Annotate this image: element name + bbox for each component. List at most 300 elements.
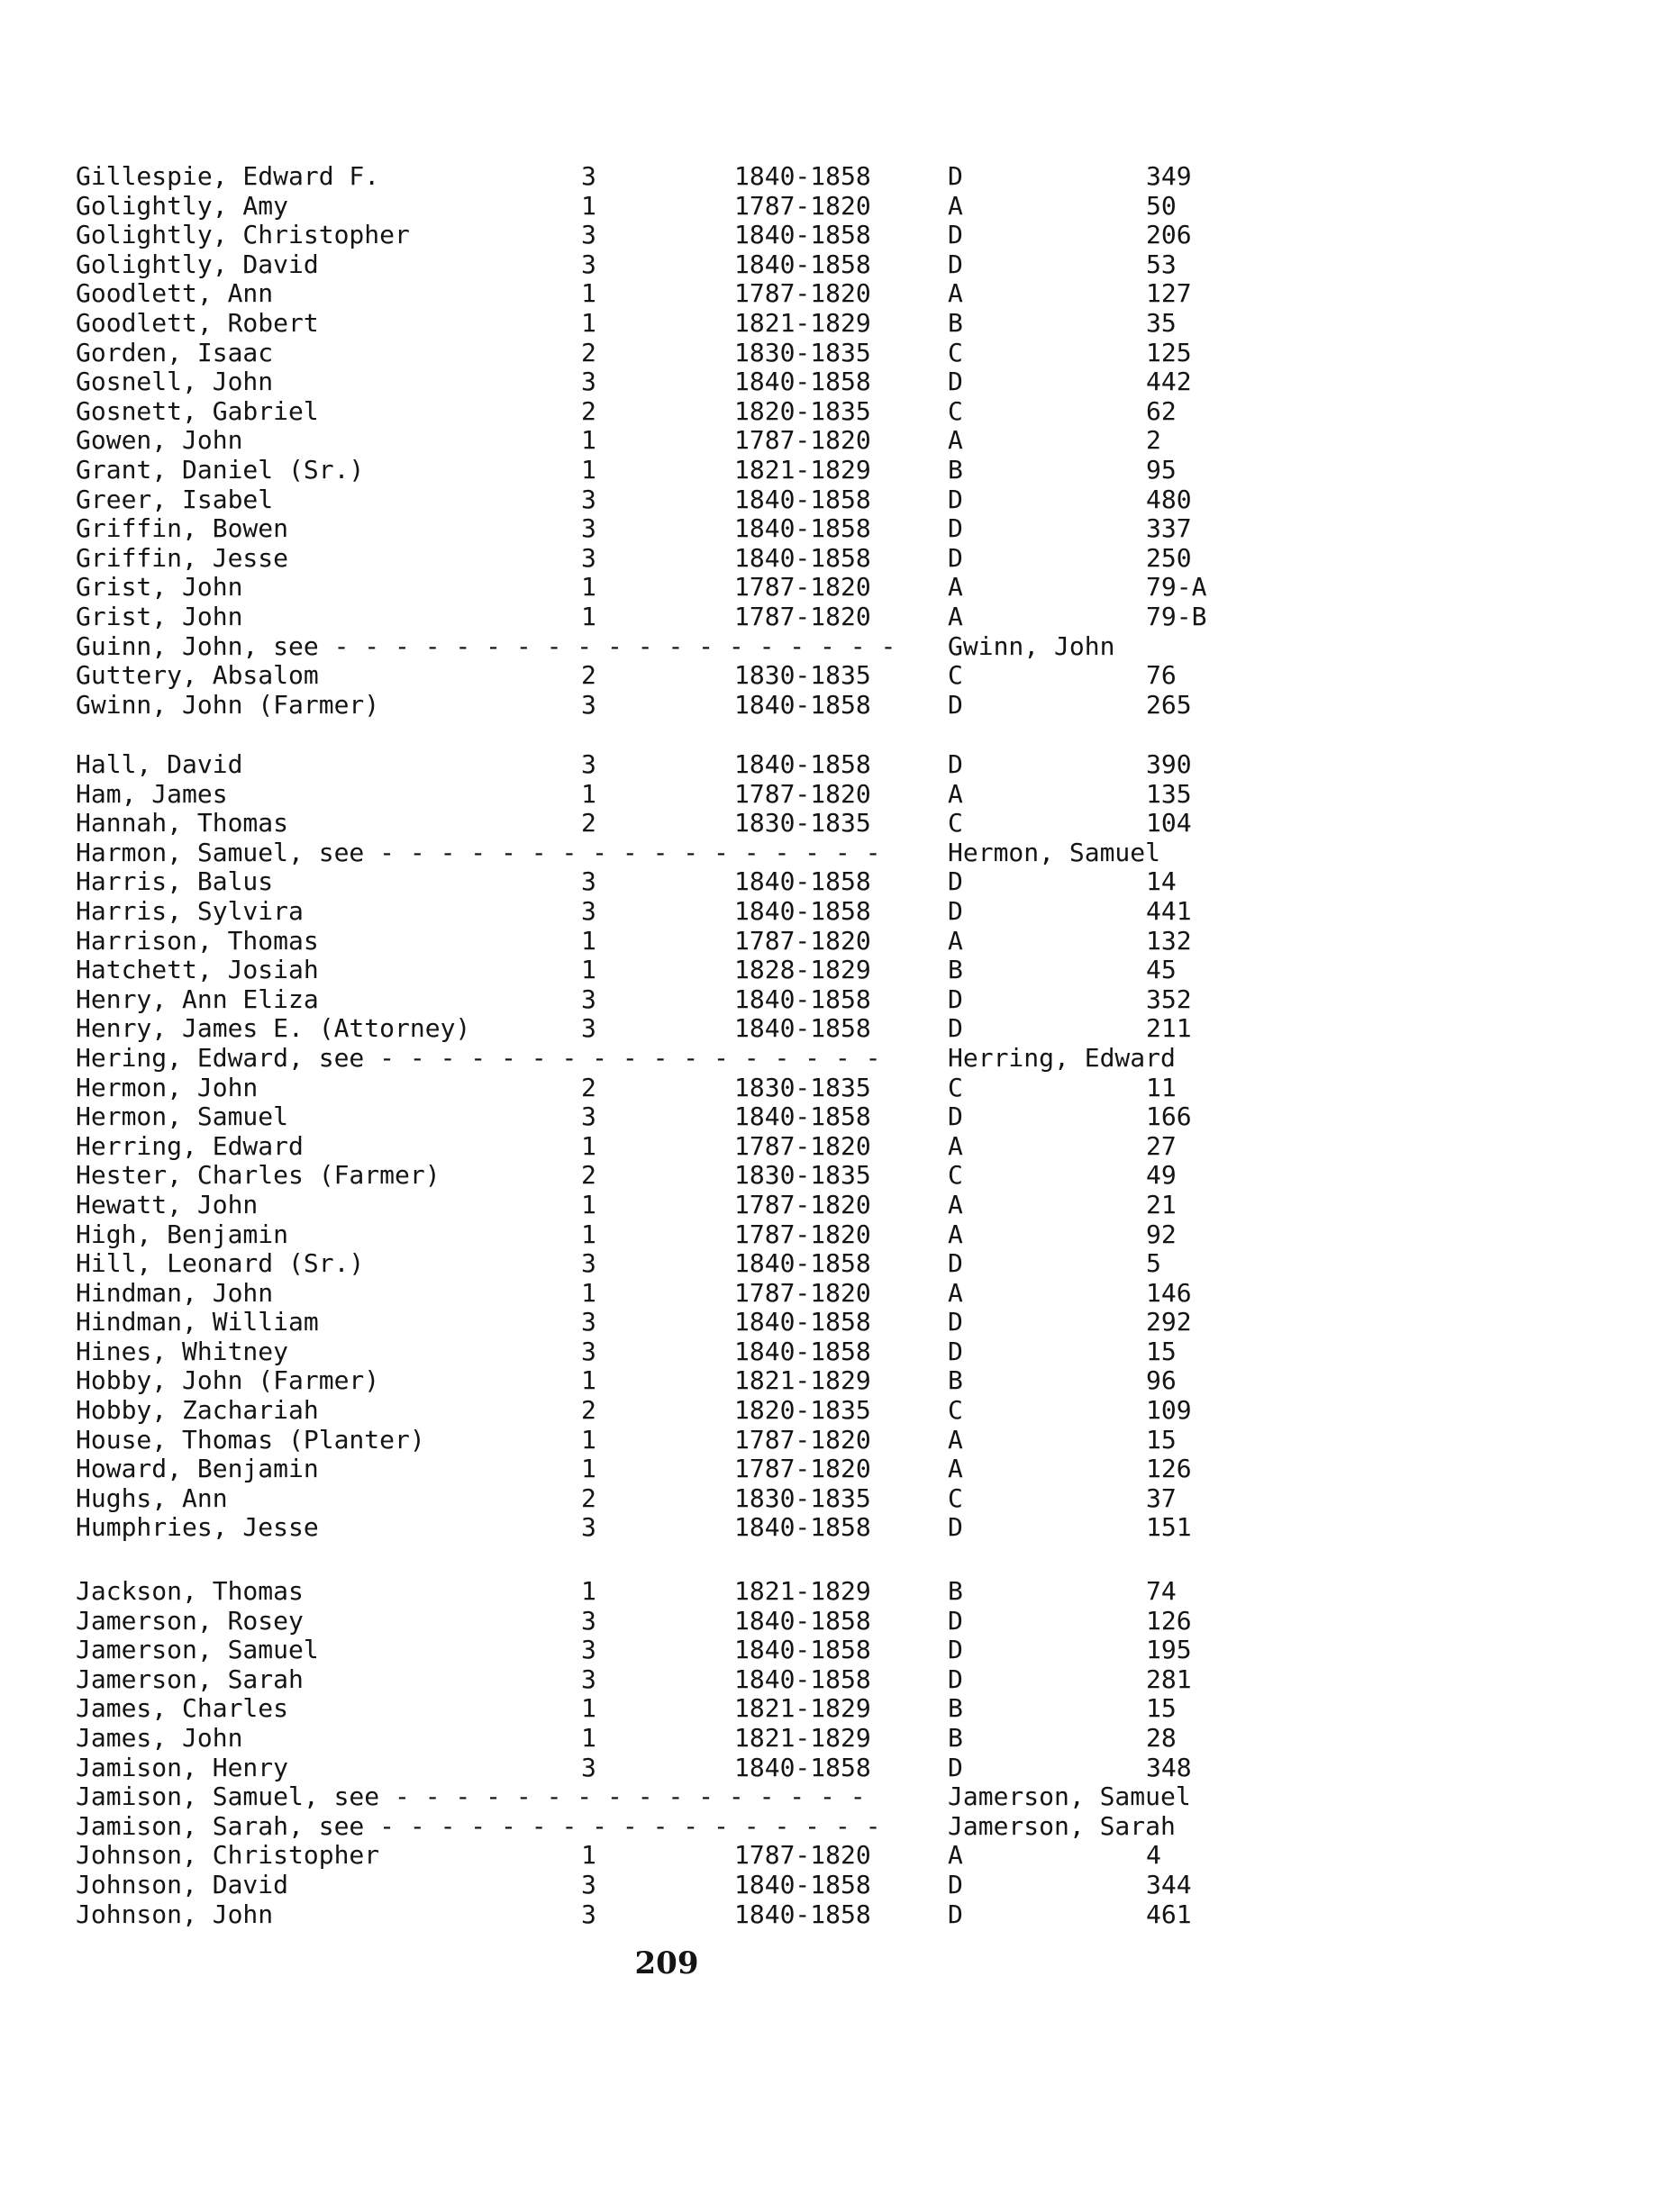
year-range: 1787-1820 [734,1454,871,1484]
page-reference: 74 [1146,1576,1177,1606]
index-row [0,1513,1664,1543]
entry-name: Hindman, John [76,1277,274,1308]
page-reference: 28 [1146,1722,1177,1753]
year-range: 1820-1835 [734,395,871,426]
page-reference: 109 [1146,1395,1192,1426]
index-row [0,1161,1664,1191]
cross-reference-text: Hering, Edward, see - - - - - - - - - - - - - - - - - [76,1042,881,1073]
section-letter: A [948,1130,963,1161]
year-range: 1840-1858 [734,984,871,1014]
cross-reference-row [0,632,1664,662]
entry-name: Hobby, John (Farmer) [76,1365,380,1396]
section-letter: D [948,542,963,573]
entry-name: Harrison, Thomas [76,925,319,956]
entry-name: Gosnell, John [76,367,274,397]
page-reference: 92 [1146,1219,1177,1249]
index-row [0,691,1664,721]
volume-number: 1 [581,278,596,309]
index-row [0,1900,1664,1930]
page-reference: 49 [1146,1160,1177,1191]
entry-name: Guttery, Absalom [76,660,319,691]
index-row [0,367,1664,397]
year-range: 1821-1829 [734,1576,871,1606]
year-range: 1830-1835 [734,1482,871,1513]
year-range: 1840-1858 [734,689,871,720]
index-row [0,1396,1664,1426]
index-row [0,897,1664,927]
volume-number: 1 [581,1693,596,1724]
page-reference: 37 [1146,1482,1177,1513]
volume-number: 1 [581,925,596,956]
index-row [0,1426,1664,1455]
year-range: 1821-1829 [734,1365,871,1396]
entry-name: Hobby, Zachariah [76,1395,319,1426]
year-range: 1840-1858 [734,249,871,279]
entry-name: Grist, John [76,572,243,603]
index-row [0,927,1664,956]
index-row [0,339,1664,368]
year-range: 1787-1820 [734,278,871,309]
volume-number: 3 [581,1869,596,1899]
page-reference: 104 [1146,808,1192,839]
section-letter: A [948,925,963,956]
year-range: 1787-1820 [734,1277,871,1308]
volume-number: 3 [581,1013,596,1044]
section-letter: B [948,454,963,485]
year-range: 1840-1858 [734,1248,871,1279]
section-letter: B [948,1693,963,1724]
page-reference: 14 [1146,866,1177,897]
page-reference: 442 [1146,367,1192,397]
year-range: 1787-1820 [734,1840,871,1871]
section-letter: C [948,660,963,691]
volume-number: 3 [581,866,596,897]
volume-number: 2 [581,808,596,839]
year-range: 1828-1829 [734,955,871,985]
index-row [0,1014,1664,1044]
entry-name: Goodlett, Robert [76,307,319,338]
page-reference: 45 [1146,955,1177,985]
cross-reference-row [0,1782,1664,1812]
cross-reference-target: Hermon, Samuel [948,837,1161,867]
year-range: 1840-1858 [734,220,871,250]
entry-name: Jackson, Thomas [76,1576,304,1606]
index-row [0,1484,1664,1514]
page-reference: 125 [1146,337,1192,367]
year-range: 1787-1820 [734,1424,871,1455]
page-reference: 480 [1146,484,1192,514]
page-reference: 292 [1146,1307,1192,1337]
index-row [0,1220,1664,1250]
volume-number: 2 [581,395,596,426]
entry-name: Howard, Benjamin [76,1454,319,1484]
page-reference: 344 [1146,1869,1192,1899]
entry-name: High, Benjamin [76,1219,289,1249]
cross-reference-row [0,1044,1664,1074]
year-range: 1830-1835 [734,660,871,691]
entry-name: Grist, John [76,601,243,631]
section-letter: D [948,749,963,779]
section-letter: B [948,307,963,338]
index-row [0,1308,1664,1337]
volume-number: 3 [581,749,596,779]
volume-number: 2 [581,660,596,691]
entry-name: Jamerson, Sarah [76,1664,304,1694]
index-row [0,1724,1664,1754]
entry-name: Griffin, Jesse [76,542,289,573]
index-row [0,1607,1664,1636]
page-reference: 265 [1146,689,1192,720]
year-range: 1840-1858 [734,1013,871,1044]
year-range: 1840-1858 [734,1605,871,1636]
entry-name: Hewatt, John [76,1189,259,1219]
index-row [0,309,1664,339]
section-letter: D [948,161,963,191]
section-letter: D [948,220,963,250]
page-reference: 62 [1146,395,1177,426]
volume-number: 3 [581,513,596,544]
year-range: 1840-1858 [734,161,871,191]
section-letter: B [948,1365,963,1396]
entry-name: Jamison, Henry [76,1752,289,1782]
index-row [0,1455,1664,1484]
section-letter: A [948,425,963,456]
index-row [0,1191,1664,1220]
volume-number: 2 [581,1072,596,1102]
section-letter: D [948,484,963,514]
page-reference: 79-A [1146,572,1207,603]
entry-name: Harris, Sylvira [76,895,304,926]
year-range: 1840-1858 [734,866,871,897]
year-range: 1840-1858 [734,1307,871,1337]
volume-number: 1 [581,1130,596,1161]
section-letter: A [948,572,963,603]
page-reference: 4 [1146,1840,1161,1871]
page-reference: 15 [1146,1693,1177,1724]
section-letter: D [948,1664,963,1694]
entry-name: Henry, Ann Eliza [76,984,319,1014]
entry-name: Grant, Daniel (Sr.) [76,454,365,485]
entry-name: Harris, Balus [76,866,274,897]
cross-reference-target: Herring, Edward [948,1042,1176,1073]
section-letter: D [948,1512,963,1543]
index-row [0,514,1664,544]
page-reference: 15 [1146,1336,1177,1366]
section-letter: A [948,778,963,809]
page-reference: 50 [1146,190,1177,221]
cross-reference-text: Jamison, Sarah, see - - - - - - - - - - - - - - - - - [76,1810,881,1841]
page-number: 209 [634,1945,699,1981]
year-range: 1787-1820 [734,925,871,956]
entry-name: Gowen, John [76,425,243,456]
index-group-h [0,750,1664,1543]
year-range: 1840-1858 [734,367,871,397]
index-row [0,985,1664,1015]
entry-name: Hughs, Ann [76,1482,228,1513]
volume-number: 3 [581,1664,596,1694]
page-reference: 281 [1146,1664,1192,1694]
entry-name: Greer, Isabel [76,484,274,514]
index-row [0,1754,1664,1783]
entry-name: Hall, David [76,749,243,779]
page-reference: 146 [1146,1277,1192,1308]
entry-name: House, Thomas (Planter) [76,1424,425,1455]
section-letter: C [948,337,963,367]
volume-number: 3 [581,1101,596,1132]
volume-number: 3 [581,1512,596,1543]
index-row [0,1694,1664,1724]
index-row [0,397,1664,427]
year-range: 1840-1858 [734,895,871,926]
volume-number: 1 [581,1277,596,1308]
year-range: 1787-1820 [734,572,871,603]
section-letter: D [948,249,963,279]
entry-name: Gillespie, Edward F. [76,161,380,191]
volume-number: 3 [581,220,596,250]
year-range: 1820-1835 [734,1395,871,1426]
entry-name: Hermon, Samuel [76,1101,289,1132]
volume-number: 3 [581,1307,596,1337]
section-letter: D [948,1336,963,1366]
year-range: 1821-1829 [734,454,871,485]
entry-name: James, Charles [76,1693,289,1724]
section-letter: A [948,1189,963,1219]
volume-number: 3 [581,484,596,514]
volume-number: 1 [581,1454,596,1484]
index-row [0,485,1664,515]
page-reference: 195 [1146,1635,1192,1665]
page-reference: 151 [1146,1512,1192,1543]
section-letter: A [948,278,963,309]
entry-name: Jamerson, Samuel [76,1635,319,1665]
entry-name: Herring, Edward [76,1130,304,1161]
year-range: 1821-1829 [734,307,871,338]
entry-name: Jamerson, Rosey [76,1605,304,1636]
section-letter: D [948,1752,963,1782]
entry-name: Goodlett, Ann [76,278,274,309]
year-range: 1787-1820 [734,601,871,631]
index-row [0,1841,1664,1871]
entry-name: Johnson, John [76,1899,274,1929]
index-row [0,750,1664,780]
year-range: 1787-1820 [734,190,871,221]
index-row [0,1636,1664,1665]
year-range: 1840-1858 [734,542,871,573]
volume-number: 3 [581,1752,596,1782]
section-letter: A [948,601,963,631]
volume-number: 3 [581,1635,596,1665]
cross-reference-target: Jamerson, Samuel [948,1781,1191,1812]
volume-number: 3 [581,1899,596,1929]
year-range: 1830-1835 [734,808,871,839]
entry-name: Golightly, David [76,249,319,279]
year-range: 1787-1820 [734,1219,871,1249]
entry-name: Golightly, Amy [76,190,289,221]
index-row [0,456,1664,485]
section-letter: B [948,1722,963,1753]
year-range: 1787-1820 [734,1189,871,1219]
entry-name: Hester, Charles (Farmer) [76,1160,441,1191]
index-row [0,956,1664,985]
page-reference: 337 [1146,513,1192,544]
section-letter: D [948,367,963,397]
section-letter: D [948,984,963,1014]
page-reference: 352 [1146,984,1192,1014]
page-reference: 390 [1146,749,1192,779]
year-range: 1840-1858 [734,513,871,544]
year-range: 1840-1858 [734,1336,871,1366]
volume-number: 1 [581,425,596,456]
volume-number: 1 [581,1424,596,1455]
section-letter: A [948,1277,963,1308]
index-row [0,1665,1664,1695]
section-letter: D [948,1307,963,1337]
entry-name: Ham, James [76,778,228,809]
section-letter: D [948,513,963,544]
volume-number: 1 [581,955,596,985]
volume-number: 3 [581,249,596,279]
index-row [0,1366,1664,1396]
year-range: 1840-1858 [734,1101,871,1132]
index-row [0,162,1664,192]
section-letter: A [948,1424,963,1455]
section-letter: D [948,1869,963,1899]
entry-name: Henry, James E. (Attorney) [76,1013,471,1044]
page-reference: 461 [1146,1899,1192,1929]
volume-number: 3 [581,542,596,573]
section-letter: D [948,895,963,926]
page-reference: 35 [1146,307,1177,338]
volume-number: 3 [581,1336,596,1366]
entry-name: Griffin, Bowen [76,513,289,544]
volume-number: 1 [581,454,596,485]
page-reference: 15 [1146,1424,1177,1455]
cross-reference-target: Jamerson, Sarah [948,1810,1176,1841]
section-letter: D [948,1248,963,1279]
year-range: 1830-1835 [734,337,871,367]
volume-number: 1 [581,1576,596,1606]
cross-reference-target: Gwinn, John [948,630,1115,661]
volume-number: 2 [581,337,596,367]
cross-reference-text: Harmon, Samuel, see - - - - - - - - - - - - - - - - - [76,837,881,867]
section-letter: B [948,1576,963,1606]
section-letter: C [948,1395,963,1426]
index-row [0,279,1664,309]
year-range: 1840-1858 [734,1635,871,1665]
section-letter: C [948,1072,963,1102]
year-range: 1840-1858 [734,749,871,779]
year-range: 1840-1858 [734,1752,871,1782]
entry-name: Hermon, John [76,1072,259,1102]
index-row [0,1102,1664,1132]
index-row [0,1132,1664,1162]
section-letter: D [948,1101,963,1132]
year-range: 1840-1858 [734,1664,871,1694]
entry-name: Hindman, William [76,1307,319,1337]
volume-number: 2 [581,1482,596,1513]
entry-name: Hannah, Thomas [76,808,289,839]
page-reference: 132 [1146,925,1192,956]
index-group-j [0,1577,1664,1929]
page-reference: 127 [1146,278,1192,309]
index-row [0,544,1664,574]
year-range: 1821-1829 [734,1693,871,1724]
entry-name: Hatchett, Josiah [76,955,319,985]
index-row [0,192,1664,222]
page-reference: 166 [1146,1101,1192,1132]
volume-number: 1 [581,1722,596,1753]
index-row [0,1337,1664,1367]
page-reference: 135 [1146,778,1192,809]
volume-number: 1 [581,307,596,338]
volume-number: 1 [581,601,596,631]
cross-reference-text: Guinn, John, see - - - - - - - - - - - - - - - - - - - [76,630,896,661]
index-group-g [0,162,1664,720]
year-range: 1821-1829 [734,1722,871,1753]
page-reference: 441 [1146,895,1192,926]
page-reference: 211 [1146,1013,1192,1044]
page-reference: 250 [1146,542,1192,573]
entry-name: Gwinn, John (Farmer) [76,689,380,720]
volume-number: 1 [581,1189,596,1219]
volume-number: 3 [581,1605,596,1636]
volume-number: 1 [581,778,596,809]
entry-name: Hill, Leonard (Sr.) [76,1248,365,1279]
page-reference: 206 [1146,220,1192,250]
section-letter: D [948,689,963,720]
page-reference: 95 [1146,454,1177,485]
index-row [0,221,1664,250]
cross-reference-row [0,839,1664,868]
section-letter: A [948,1840,963,1871]
index-row [0,1279,1664,1309]
section-letter: D [948,866,963,897]
year-range: 1840-1858 [734,1869,871,1899]
volume-number: 1 [581,1840,596,1871]
volume-number: 3 [581,161,596,191]
volume-number: 3 [581,367,596,397]
volume-number: 3 [581,689,596,720]
index-row [0,1074,1664,1103]
section-letter: C [948,808,963,839]
page-reference: 5 [1146,1248,1161,1279]
year-range: 1787-1820 [734,1130,871,1161]
volume-number: 1 [581,1219,596,1249]
page-reference: 27 [1146,1130,1177,1161]
section-letter: D [948,1899,963,1929]
index-row [0,1249,1664,1279]
entry-name: Johnson, David [76,1869,289,1899]
section-letter: A [948,190,963,221]
index-row [0,1871,1664,1900]
page-reference: 96 [1146,1365,1177,1396]
entry-name: Johnson, Christopher [76,1840,380,1871]
year-range: 1787-1820 [734,425,871,456]
entry-name: Gosnett, Gabriel [76,395,319,426]
page-reference: 76 [1146,660,1177,691]
section-letter: A [948,1219,963,1249]
year-range: 1840-1858 [734,1899,871,1929]
section-letter: C [948,1160,963,1191]
page-reference: 349 [1146,161,1192,191]
section-letter: B [948,955,963,985]
page-reference: 79-B [1146,601,1207,631]
index-row [0,573,1664,603]
entry-name: Gorden, Isaac [76,337,274,367]
index-row [0,603,1664,632]
page-reference: 126 [1146,1605,1192,1636]
cross-reference-text: Jamison, Samuel, see - - - - - - - - - - - - - - - - [76,1781,866,1812]
